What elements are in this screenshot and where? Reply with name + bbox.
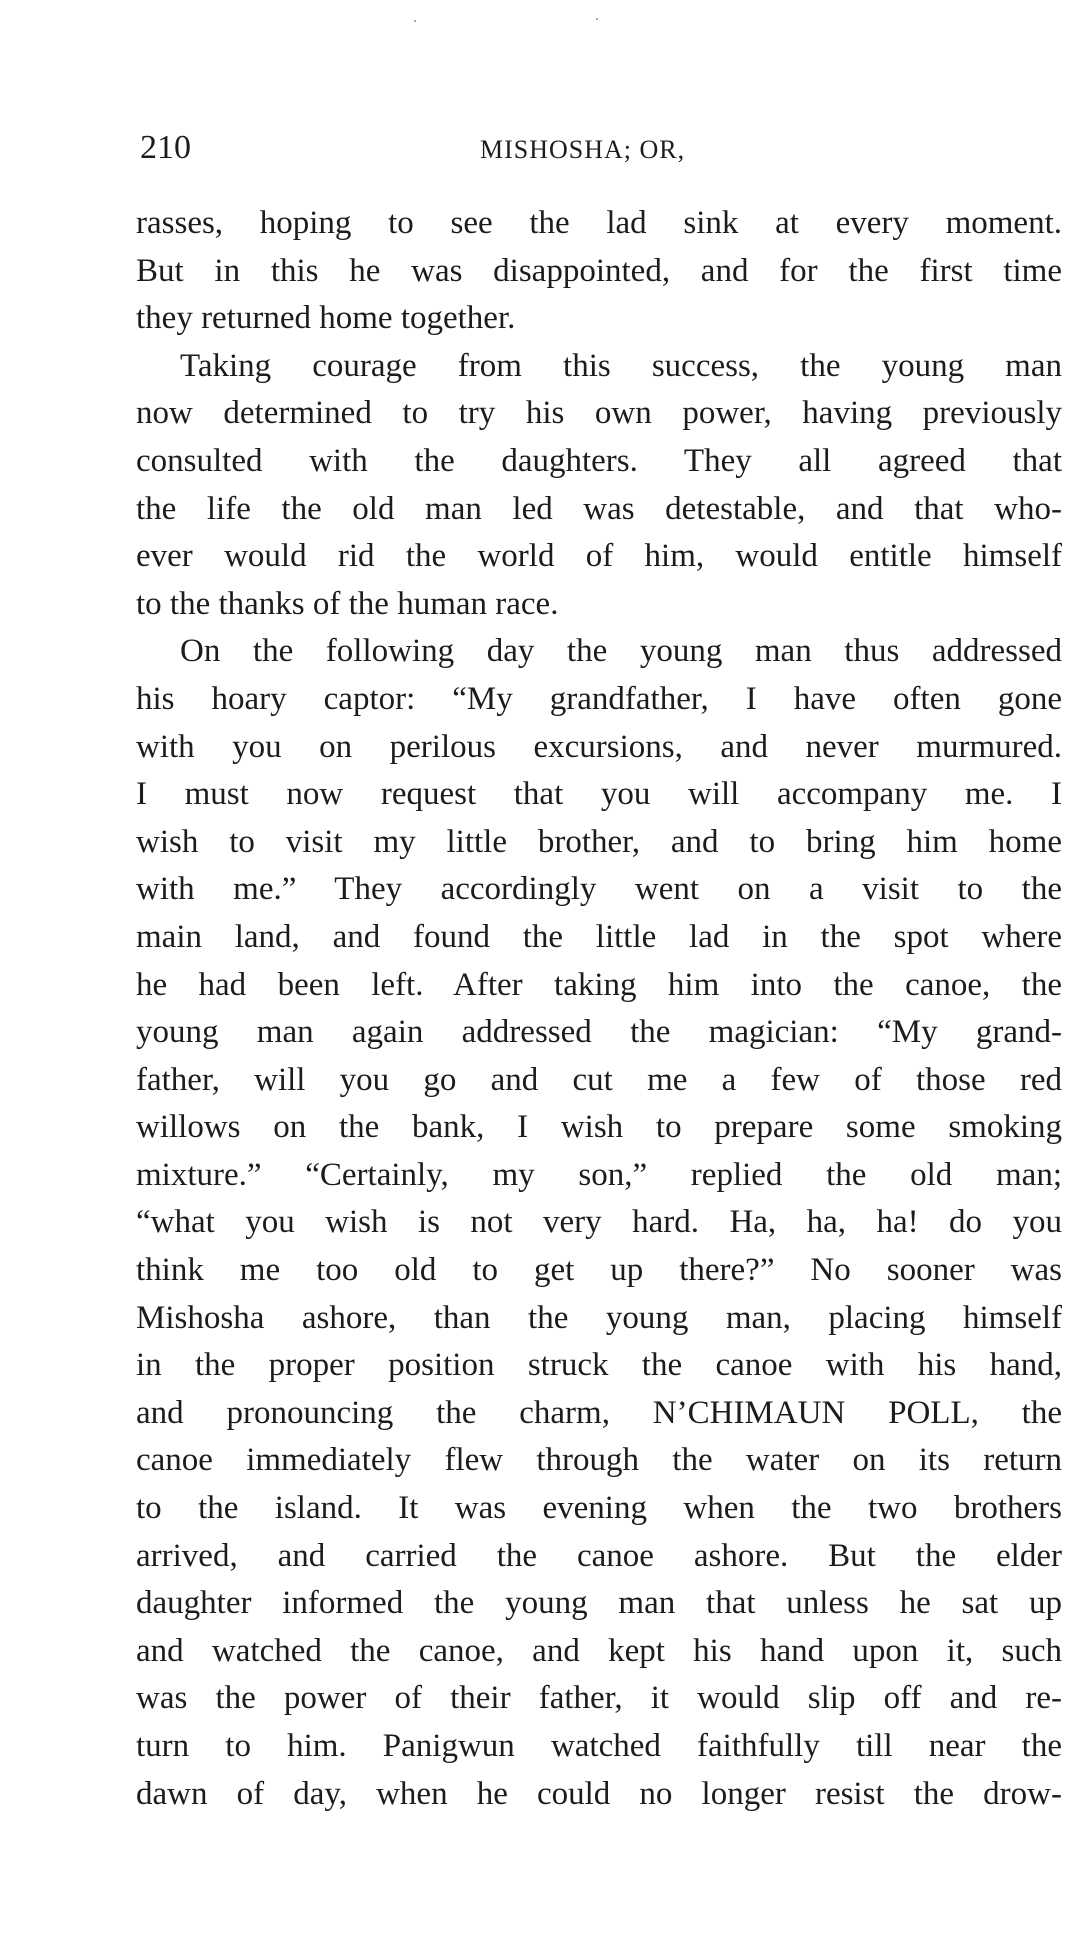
paragraph: [136, 200, 1062, 343]
text-line: to the thanks of the human race.: [136, 585, 559, 622]
text-line: think me too old to get up there?” No sooner was: [136, 1252, 1062, 1289]
scan-speck: [596, 18, 598, 20]
text-line: rasses, hoping to see the lad sink at every moment.: [136, 205, 1062, 241]
paragraph: [136, 628, 1062, 1818]
text-line: father, will you go and cut me a few of those red: [136, 1061, 1062, 1098]
text-line: ever would rid the world of him, would entitle himself: [136, 538, 1062, 575]
text-line: in the proper position struck the canoe with his hand,: [136, 1347, 1062, 1384]
text-line: now determined to try his own power, having previously: [136, 395, 1062, 432]
text-line: consulted with the daughters. They all agreed that: [136, 442, 1062, 479]
text-line: willows on the bank, I wish to prepare some smoking: [136, 1109, 1062, 1146]
text-line: mixture.” “Certainly, my son,” replied the old man;: [136, 1156, 1062, 1193]
page-number: 210: [140, 129, 191, 166]
text-line: his hoary captor: “My grandfather, I have often gone: [136, 680, 1062, 717]
text-line: turn to him. Panigwun watched faithfully till near the: [136, 1728, 1062, 1764]
text-line: dawn of day, when he could no longer resist the drow-: [136, 1775, 1062, 1812]
text-line: with you on perilous excursions, and never murmured.: [136, 728, 1062, 765]
body-text: [136, 200, 1062, 1818]
text-line: Taking courage from this success, the young man: [180, 347, 1062, 384]
text-line: On the following day the young man thus addressed: [180, 633, 1062, 670]
text-line: I must now request that you will accompany me. I: [136, 776, 1062, 813]
text-line: main land, and found the little lad in the spot where: [136, 918, 1062, 955]
text-line: Mishosha ashore, than the young man, placing himself: [136, 1299, 1062, 1336]
text-line: they returned home together.: [136, 300, 516, 337]
scan-speck: [414, 20, 416, 22]
text-line: and watched the canoe, and kept his hand upon it, such: [136, 1632, 1062, 1669]
text-line: and pronouncing the charm, N’CHIMAUN POLL, the: [136, 1394, 1062, 1431]
text-line: young man again addressed the magician: “My grand-: [136, 1014, 1062, 1051]
text-line: canoe immediately flew through the water on its return: [136, 1442, 1062, 1479]
text-line: to the island. It was evening when the two brothers: [136, 1490, 1062, 1527]
text-line: was the power of their father, it would slip off and re-: [136, 1680, 1062, 1717]
text-line: daughter informed the young man that unless he sat up: [136, 1585, 1062, 1622]
text-line: But in this he was disappointed, and for the first time: [136, 252, 1062, 289]
text-line: arrived, and carried the canoe ashore. But the elder: [136, 1537, 1062, 1574]
text-line: “what you wish is not very hard. Ha, ha, ha! do you: [136, 1204, 1062, 1241]
text-line: he had been left. After taking him into the canoe, the: [136, 966, 1062, 1003]
running-head: MISHOSHA; OR,: [480, 135, 686, 164]
text-line: the life the old man led was detestable, and that who-: [136, 490, 1062, 527]
page-header: [140, 126, 1060, 170]
text-line: wish to visit my little brother, and to bring him home: [136, 823, 1062, 860]
text-line: with me.” They accordingly went on a visit to the: [136, 871, 1062, 908]
paragraph: [136, 343, 1062, 629]
